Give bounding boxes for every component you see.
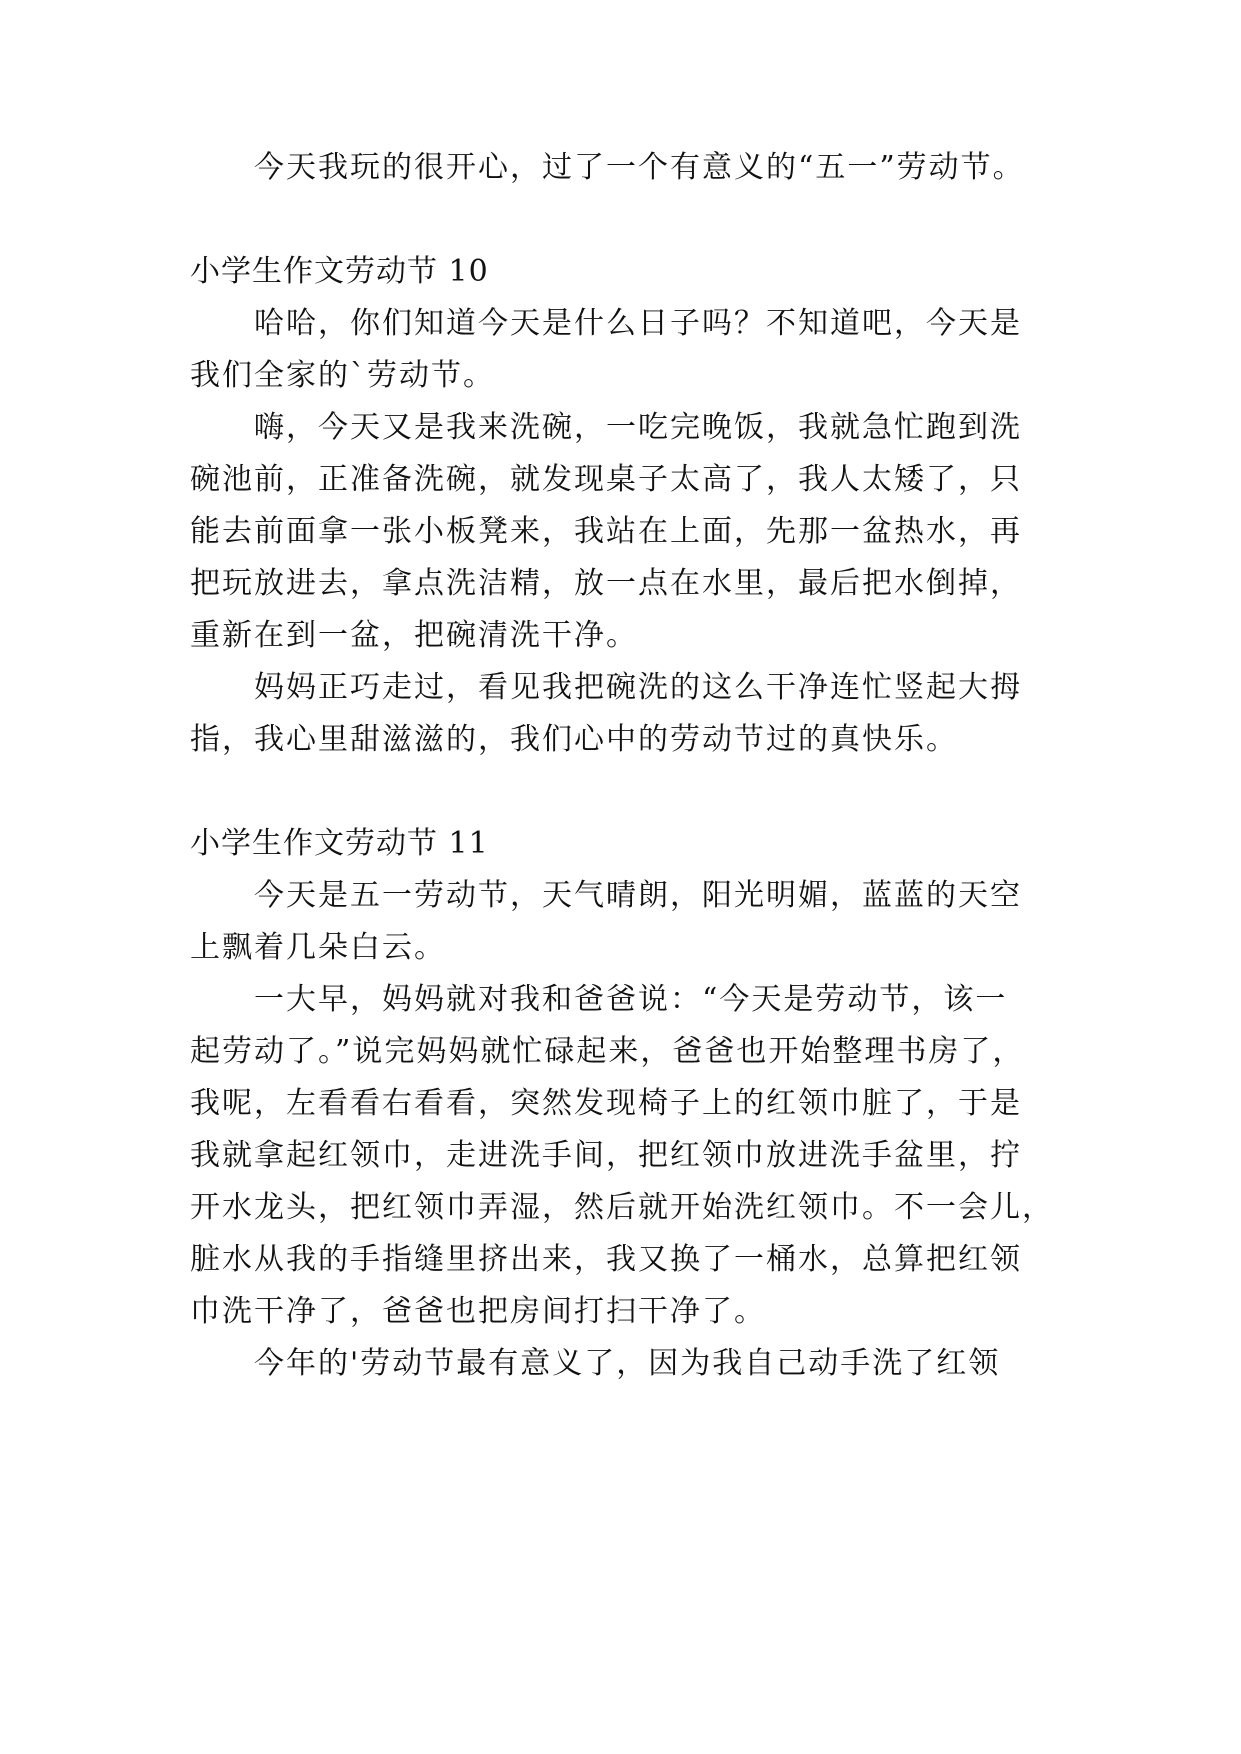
- essay-11-title: 小学生作文劳动节 11: [190, 826, 489, 861]
- paragraph-line: 上飘着几朵白云。: [190, 930, 446, 965]
- paragraph-line: 今年的'劳动节最有意义了，因为我自己动手洗了红领: [254, 1346, 1001, 1381]
- paragraph-line: 把玩放进去，拿点洗洁精，放一点在水里，最后把水倒掉，: [190, 566, 1022, 601]
- essay-10-title: 小学生作文劳动节 10: [190, 254, 489, 289]
- paragraph-line: 今天是五一劳动节，天气晴朗，阳光明媚，蓝蓝的天空: [254, 878, 1022, 913]
- paragraph-line: 起劳动了。”说完妈妈就忙碌起来，爸爸也开始整理书房了，: [190, 1034, 1025, 1069]
- paragraph-line: 开水龙头，把红领巾弄湿，然后就开始洗红领巾。不一会儿，: [190, 1190, 1054, 1225]
- paragraph-line: 碗池前，正准备洗碗，就发现桌子太高了，我人太矮了，只: [190, 462, 1022, 497]
- paragraph-line: 嗨，今天又是我来洗碗，一吃完晚饭，我就急忙跑到洗: [254, 410, 1022, 445]
- paragraph-line: 我呢，左看看右看看，突然发现椅子上的红领巾脏了，于是: [190, 1086, 1022, 1121]
- paragraph-line: 重新在到一盆，把碗清洗干净。: [190, 618, 638, 653]
- paragraph-line: 我就拿起红领巾，走进洗手间，把红领巾放进洗手盆里，拧: [190, 1138, 1022, 1173]
- paragraph-line: 能去前面拿一张小板凳来，我站在上面，先那一盆热水，再: [190, 514, 1022, 549]
- paragraph-line: 哈哈，你们知道今天是什么日子吗？不知道吧，今天是: [254, 306, 1022, 341]
- paragraph-line: 我们全家的`劳动节。: [190, 358, 495, 393]
- paragraph-line: 指，我心里甜滋滋的，我们心中的劳动节过的真快乐。: [190, 722, 958, 757]
- paragraph-line: 今天我玩的很开心，过了一个有意义的“五一”劳动节。: [254, 150, 1025, 185]
- paragraph-line: 一大早，妈妈就对我和爸爸说：“今天是劳动节，该一: [254, 982, 1008, 1017]
- paragraph-line: 脏水从我的手指缝里挤出来，我又换了一桶水，总算把红领: [190, 1242, 1022, 1277]
- paragraph-line: 巾洗干净了，爸爸也把房间打扫干净了。: [190, 1294, 766, 1329]
- paragraph-line: 妈妈正巧走过，看见我把碗洗的这么干净连忙竖起大拇: [254, 670, 1022, 705]
